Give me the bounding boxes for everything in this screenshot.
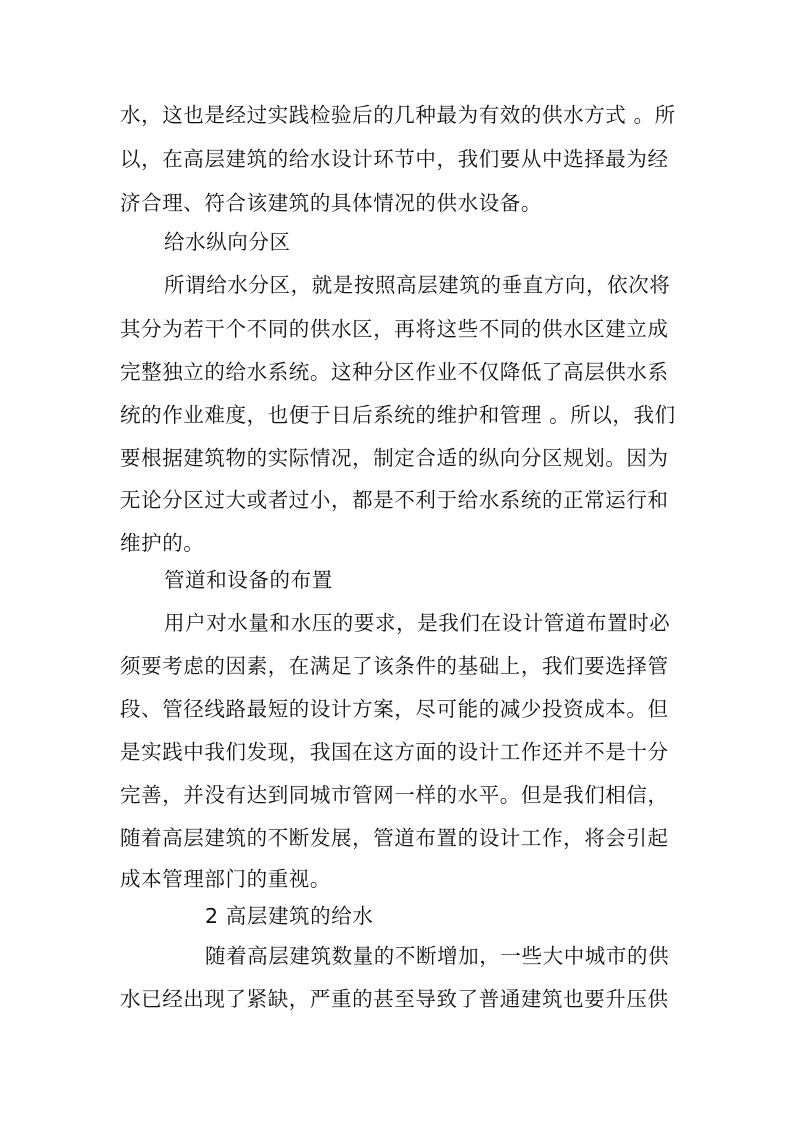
paragraph-line: 统的作业难度，也便于日后系统的维护和管理 。所以，我们 <box>120 403 676 427</box>
paragraph-line: 维护的。 <box>120 531 205 555</box>
paragraph-line: 随着高层建筑数量的不断增加，一些大中城市的供 <box>205 944 670 968</box>
section-heading: 2 高层建筑的给水 <box>205 904 374 928</box>
paragraph-line: 随着高层建筑的不断发展，管道布置的设计工作，将会引起 <box>120 826 669 850</box>
paragraph-line: 水已经出现了紧缺，严重的甚至导致了普通建筑也要升压供 <box>120 987 669 1011</box>
paragraph-line: 用户对水量和水压的要求，是我们在设计管道布置时必 <box>164 611 671 635</box>
section-heading: 给水纵向分区 <box>164 230 291 254</box>
paragraph-line: 其分为若干个不同的供水区，再将这些不同的供水区建立成 <box>120 317 669 341</box>
paragraph-line: 完整独立的给水系统。这种分区作业不仅降低了高层供水系 <box>120 360 669 384</box>
paragraph-line: 以，在高层建筑的给水设计环节中，我们要从中选择最为经 <box>120 147 669 171</box>
paragraph-line: 须要考虑的因素，在满足了该条件的基础上，我们要选择管 <box>120 654 669 678</box>
paragraph-line: 段、管径线路最短的设计方案，尽可能的减少投资成本。但 <box>120 697 669 721</box>
paragraph-line: 所谓给水分区，就是按照高层建筑的垂直方向，依次将 <box>164 273 671 297</box>
paragraph-line: 是实践中我们发现，我国在这方面的设计工作还并不是十分 <box>120 740 669 764</box>
section-heading: 管道和设备的布置 <box>164 568 333 592</box>
paragraph-line: 完善，并没有达到同城市管网一样的水平。但是我们相信， <box>120 783 669 807</box>
paragraph-line: 济合理、符合该建筑的具体情况的供水设备。 <box>120 191 542 215</box>
paragraph-line: 水，这也是经过实践检验后的几种最为有效的供水方式 。所 <box>120 103 676 127</box>
paragraph-line: 要根据建筑物的实际情况，制定合适的纵向分区规划。因为 <box>120 446 669 470</box>
paragraph-line: 成本管理部门的重视。 <box>120 867 331 891</box>
paragraph-line: 无论分区过大或者过小，都是不利于给水系统的正常运行和 <box>120 488 669 512</box>
